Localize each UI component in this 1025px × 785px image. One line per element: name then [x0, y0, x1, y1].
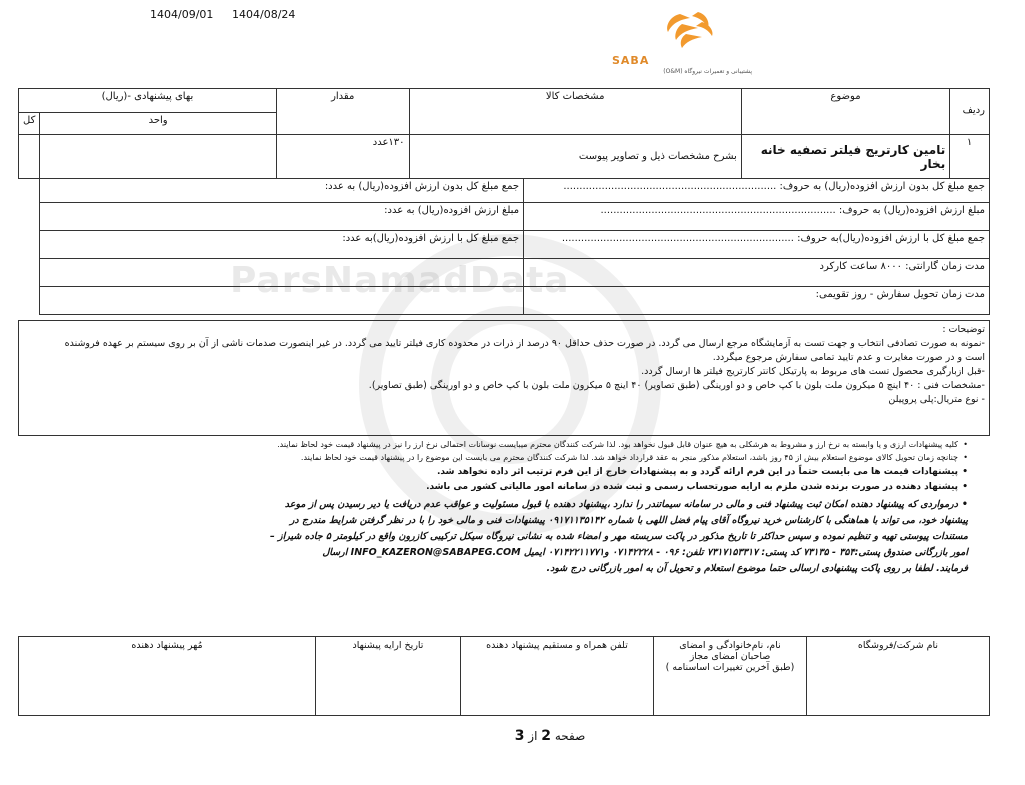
term-item: • چنانچه زمان تحویل کالای موضوع استعلام بیش از ۴۵ روز باشد، استعلام مذکور منجر به عقد قرارداد خواهد شد. لذا شرکت کنندگان محترم می بایست این موضوع را در پیشنهاد قیمت خود لحاظ نمایند. — [24, 451, 968, 464]
note-line: -نمونه به صورت تصادفی انتخاب و جهت تست به آزمایشگاه مرجع ارسال می گردد. در صورت حذف حداقل ٩٠ درصد از ذرات در محدوده کاری فیلتر تایید می گردد. در غیر اینصورت صدمات ناشی از آن بر روی سیستم بر عهده فروشنده — [64, 338, 985, 349]
row-qty: ١٣٠عدد — [276, 135, 409, 179]
term-line: فرمایند. لطفا بر روی پاکت پیشنهادی ارسالی حتما موضوع استعلام و تحویل آن به امور بازرگانی درج شود. — [546, 563, 968, 574]
signer-name-cell[interactable] — [654, 637, 807, 716]
vat-words[interactable]: مبلغ ارزش افزوده(ریال) به حروف: .......................................................................... — [524, 203, 990, 231]
signature-table — [18, 636, 990, 716]
date-right: 1404/08/24 — [232, 8, 296, 21]
term-item: • درمواردی که پیشنهاد دهنده امکان ثبت پیشنهاد فنی و مالی در سامانه سیماتندر را ندارد ،پیشنهاد دهنده با قبول مسئولیت و عواقب عدم دریافت یا دیر رسیدن پس از موعد — [24, 497, 968, 513]
sum-no-vat-num[interactable]: جمع مبلغ کل بدون ارزش افزوده(ریال) به عدد: — [40, 179, 524, 203]
header-unit: واحد — [40, 113, 277, 135]
note-line: -مشخصات فنی : ۴٠ اینچ ۵ میکرون ملت بلون با کپ خاص و دو اورینگی (طبق تصاویر) ۴٠ اینچ ۵ میکرون ملت بلون با کپ خاص و دو اورینگی (طبق تصاویر). — [368, 380, 985, 391]
seal-cell[interactable]: مُهر پیشنهاد دهنده — [19, 637, 316, 716]
term-item: • کلیه پیشنهادات ارزی و یا وابسته به نرخ ارز و مشروط به هرشکلی به هیچ عنوان قابل قبول نخواهد بود. لذا شرکت کنندگان محترم میبایست نوسانات احتمالی نرخ ارز را نیز در پیشنهاد قیمت خود لحاظ نمایند. — [24, 438, 968, 451]
phone-cell[interactable]: تلفن همراه و مستقیم پیشنهاد دهنده — [461, 637, 654, 716]
sum-no-vat-words[interactable]: جمع مبلغ کل بدون ارزش افزوده(ریال) به حروف: ................................................................... — [524, 179, 990, 203]
header-row-num: ردیف — [950, 89, 990, 135]
signer-line: (طبق آخرین تغییرات اساسنامه ) — [665, 662, 795, 673]
vat-num[interactable]: مبلغ ارزش افزوده(ریال) به عدد: — [40, 203, 524, 231]
row-unit-price[interactable] — [40, 135, 277, 179]
header-price: بهای پیشنهادی -(ریال) — [19, 89, 277, 113]
header-total: کل — [19, 113, 40, 135]
row-number: ١ — [950, 135, 990, 179]
term-line: پیشنهاد خود، می تواند با هماهنگی با کارشناس خرید نیروگاه آقای پیام فضل اللهی با شماره ٠٩١٧١١٣۵١۴٢ پیشنهادات فنی و مالی خود را با در نظر گرفتن شرایط مندرج در — [289, 515, 968, 526]
row-spec: بشرح مشخصات ذیل و تصاویر پیوست — [409, 135, 741, 179]
sum-vat-words[interactable]: جمع مبلغ کل با ارزش افزوده(ریال)به حروف: ......................................................................... — [524, 231, 990, 259]
term-line: امور بازرگانی صندوق پستی:٣۵۴ - ٧٣١٣۵ کد پستی: ٧٣١٧١۵٣٣١٧ تلفن: ٠٩۶ - ٠٧١۴٢٢٢٨ و٠٧١۴٢٢١١٧٧١ ایمیل INFO_KAZERON@SABAPEG.COM ارسال — [322, 547, 968, 558]
page-number: صفحه 2 از 3 — [514, 728, 586, 744]
header-subject: موضوع — [741, 89, 949, 135]
term-item: • پیشنهادات قیمت ها می بایست حتماً در این فرم ارائه گردد و به پیشنهادات خارج از این فرم ترتیب اثر داده نخواهد شد. — [24, 466, 968, 479]
date-cell[interactable]: تاریخ ارایه پیشنهاد — [316, 637, 461, 716]
date-left: 1404/09/01 — [150, 8, 214, 21]
row-total-price[interactable] — [19, 135, 40, 179]
signer-line: صاحبان امضای مجاز — [689, 651, 771, 662]
terms-list — [24, 438, 968, 577]
note-line: است و در صورت مغایرت و عدم تایید تمامی سفارش مرجوع میگردد. — [712, 352, 985, 363]
notes-box — [18, 320, 990, 436]
signer-line: نام، نام‌خانوادگی و امضای — [679, 640, 781, 651]
delivery-time[interactable]: مدت زمان تحویل سفارش - روز تقویمی: — [524, 287, 990, 315]
header-spec: مشخصات کالا — [409, 89, 741, 135]
term-line: مستندات پیوستی تهیه و تنظیم نموده و سپس حداکثر تا تاریخ مذکور در پاکت سربسته مهر و امضاء شده به نشانی نیروگاه سیکل ترکیبی کازرون واقع در کیلومتر ۵ جاده شیراز – — [269, 531, 968, 542]
company-name-cell[interactable]: نام شرکت/فروشگاه — [807, 637, 990, 716]
notes-title: توضیحات : — [942, 324, 985, 335]
watermark-text: ParsNamadData — [230, 260, 570, 301]
items-table — [18, 88, 990, 315]
note-line: - نوع متریال:پلی پروپیلن — [888, 394, 985, 405]
row-subject: تامین کارتریج فیلتر تصفیه خانه بخار — [741, 135, 949, 179]
warranty: مدت زمان گارانتی: ٨٠٠٠ ساعت کارکرد — [524, 259, 990, 287]
term-item: • پیشنهاد دهنده در صورت برنده شدن ملزم به ارایه صورتحساب رسمی و ثبت شده در سامانه امور مالیاتی کشور می باشد. — [24, 481, 968, 494]
note-line: -قبل ازبارگیری محصول تست های مربوط به پارتیکل کانتر کارتریج فیلتر ها ارسال گردد. — [641, 366, 985, 377]
logo-subtitle: پشتیبانی و تعمیرات نیروگاه (O&M) — [663, 68, 752, 75]
sum-vat-num[interactable]: جمع مبلغ کل با ارزش افزوده(ریال)به عدد: — [40, 231, 524, 259]
header-qty: مقدار — [276, 89, 409, 135]
logo-text: SABA — [612, 54, 650, 67]
